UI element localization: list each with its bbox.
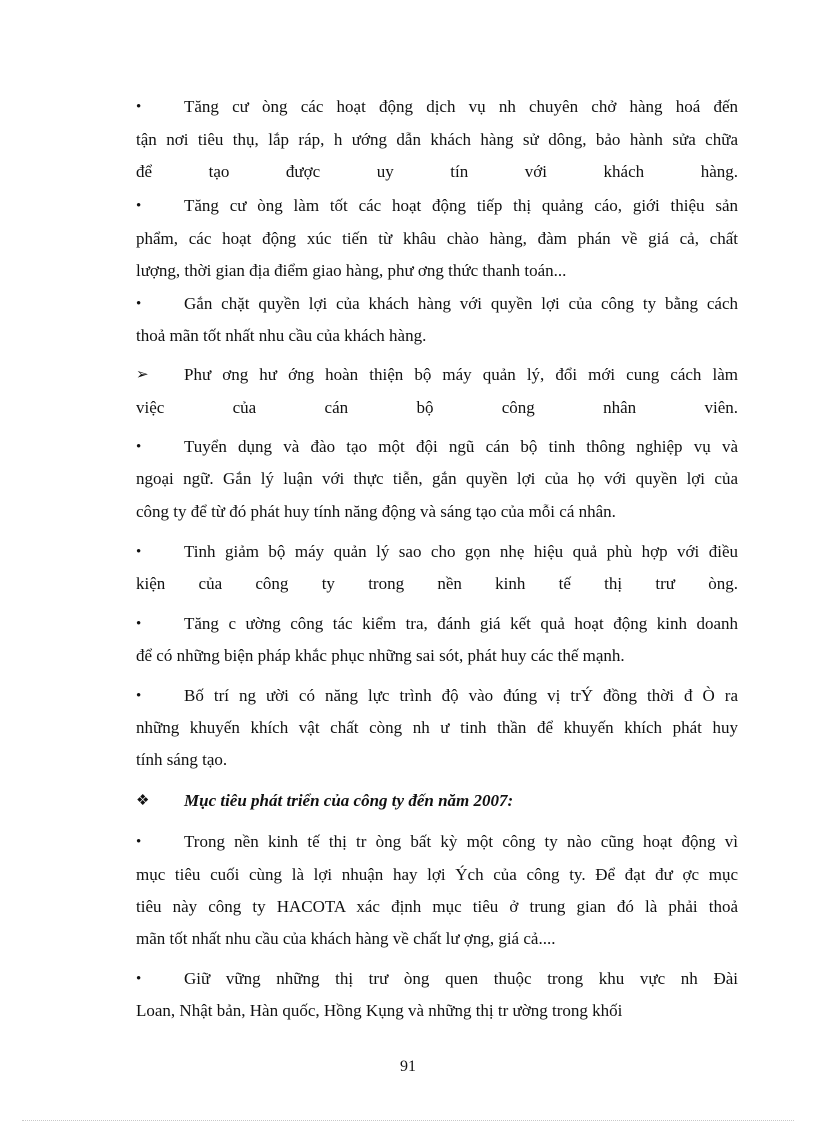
bullet-marker: • <box>136 198 142 214</box>
text-line: những khuyến khích vật chất còng nh ư tinh thần để khuyến khích phát huy <box>136 718 738 737</box>
text-line: kiện của công ty trong nền kinh tế thị trư òng. <box>136 574 738 593</box>
bullet-marker: • <box>136 296 142 312</box>
bullet-marker: • <box>136 834 142 850</box>
text-line: Tăng cư òng làm tốt các hoạt động tiếp thị quảng cáo, giới thiệu sản <box>184 196 738 215</box>
section-heading: Mục tiêu phát triển của công ty đến năm 2007: <box>184 791 514 810</box>
text-line: ngoại ngữ. Gắn lý luận với thực tiễn, gắn quyền lợi của họ với quyền lợi của <box>136 469 738 488</box>
text-line: Phư ơng hư ớng hoàn thiện bộ máy quản lý, đổi mới cung cách làm <box>184 365 738 384</box>
text-line: mục tiêu cuối cùng là lợi nhuận hay lợi Ých của công ty. Để đạt đư ợc mục <box>136 865 738 884</box>
bullet-marker: • <box>136 971 142 987</box>
text-line: Tăng cư òng các hoạt động dịch vụ nh chuyên chở hàng hoá đến <box>184 97 738 116</box>
text-line: thoả mãn tốt nhất nhu cầu của khách hàng. <box>136 326 427 345</box>
text-line: việc của cán bộ công nhân viên. <box>136 398 738 417</box>
bullet-marker: • <box>136 616 142 632</box>
bullet-marker: • <box>136 99 142 115</box>
text-line: tiêu này công ty HACOTA xác định mục tiêu ở trung gian đó là phải thoả <box>136 897 738 916</box>
text-line: để tạo được uy tín với khách hàng. <box>136 162 738 181</box>
text-line: Trong nền kinh tế thị tr òng bất kỳ một công ty nào cũng hoạt động vì <box>184 832 738 851</box>
page-bottom-rule <box>22 1120 794 1121</box>
text-line: tính sáng tạo. <box>136 750 228 769</box>
text-line: phẩm, các hoạt động xúc tiến từ khâu chào hàng, đàm phán về giá cả, chất <box>136 229 738 248</box>
text-line: Tinh giảm bộ máy quản lý sao cho gọn nhẹ hiệu quả phù hợp với điều <box>184 542 738 561</box>
text-line: tận nơi tiêu thụ, lắp ráp, h ướng dẫn khách hàng sử dông, bảo hành sửa chữa <box>136 130 738 149</box>
text-line: Tăng c ường công tác kiểm tra, đánh giá kết quả hoạt động kinh doanh <box>184 614 738 633</box>
text-line: công ty để từ đó phát huy tính năng động và sáng tạo của mỗi cá nhân. <box>136 502 616 521</box>
text-line: để có những biện pháp khắc phục những sai sót, phát huy các thế mạnh. <box>136 646 625 665</box>
bullet-marker: • <box>136 544 142 560</box>
text-line: Gắn chặt quyền lợi của khách hàng với quyền lợi của công ty bằng cách <box>184 294 738 313</box>
text-line: Loan, Nhật bản, Hàn quốc, Hồng Kụng và những thị tr ường trong khối <box>136 1001 623 1020</box>
text-line: lượng, thời gian địa điểm giao hàng, phư ơng thức thanh toán... <box>136 261 567 280</box>
text-line: Bố trí ng ười có năng lực trình độ vào đúng vị trÝ đồng thời đ Ò ra <box>184 686 738 705</box>
text-line: mãn tốt nhất nhu cầu của khách hàng về chất lư ợng, giá cả.... <box>136 929 556 948</box>
text-line: Tuyển dụng và đào tạo một đội ngũ cán bộ tinh thông nghiệp vụ và <box>184 437 738 456</box>
page-number: 91 <box>400 1058 416 1075</box>
bullet-marker: • <box>136 439 142 455</box>
arrow-marker: ➢ <box>136 367 149 383</box>
diamond-marker: ❖ <box>136 793 150 809</box>
text-line: Giữ vững những thị trư òng quen thuộc trong khu vực nh Đài <box>184 969 738 988</box>
bullet-marker: • <box>136 688 142 704</box>
